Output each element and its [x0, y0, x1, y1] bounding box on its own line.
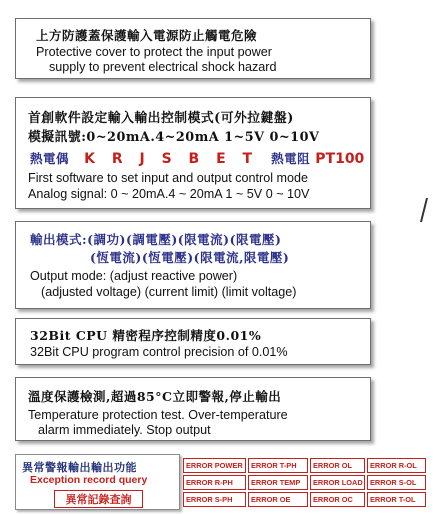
error-code: ERROR POWER	[183, 458, 246, 473]
protective-cover-panel	[15, 18, 371, 79]
output-mode-panel	[15, 221, 371, 309]
error-code: ERROR LOAD	[310, 475, 365, 490]
error-code: ERROR T-OL	[367, 492, 426, 507]
exception-section	[15, 454, 429, 512]
error-code: ERROR R-OL	[367, 458, 426, 473]
sensor-types-row	[30, 148, 364, 167]
software-zh-line1: 首創軟件設定輸入輸出控制模式(可外拉鍵盤)	[28, 111, 294, 126]
software-en-line2: Analog signal: 0 ~ 20mA.4 ~ 20mA 1 ~ 5V 0 ~ 10V	[28, 187, 310, 201]
temperature-en-line1: Temperature protection test. Over-temperature	[28, 408, 288, 422]
output-en-line2: (adjusted voltage) (current limit) (limit voltage)	[41, 285, 297, 299]
protective-en-line2: supply to prevent electrical shock hazard	[49, 60, 277, 74]
protective-zh: 上方防護蓋保護輸入電源防止觸電危險	[36, 28, 258, 43]
exception-title-zh: 異常警報輸出輸出功能	[22, 461, 137, 474]
thermocouple-label: 熱電偶	[30, 151, 70, 166]
software-zh-line2: 模擬訊號:0~20mA.4~20mA 1~5V 0~10V	[28, 130, 320, 145]
temperature-panel	[15, 377, 371, 441]
error-code: ERROR R-PH	[183, 475, 246, 490]
exception-title-en: Exception record query	[30, 474, 148, 486]
exception-query-button[interactable]: 異常記錄查詢	[54, 490, 143, 508]
output-zh-line1: 輸出模式:(調功)(調電壓)(限電流)(限電壓)	[30, 232, 282, 247]
error-code: ERROR OE	[248, 492, 308, 507]
cpu-panel	[15, 318, 371, 365]
error-code-grid	[183, 458, 426, 507]
cpu-zh: 32Bit CPU 精密程序控制精度0.01%	[30, 328, 262, 343]
output-en-line1: Output mode: (adjust reactive power)	[30, 269, 238, 283]
software-panel	[15, 97, 371, 209]
temperature-zh: 溫度保護檢測,超過85°C立即警報,停止輸出	[28, 389, 282, 404]
error-code: ERROR T-PH	[248, 458, 308, 473]
thermocouple-types: K R J S B E T	[84, 151, 259, 167]
rtd-type: PT100	[315, 151, 365, 167]
rtd-label: 熱電阻	[271, 151, 311, 166]
exception-box	[15, 454, 180, 510]
error-code: ERROR OL	[310, 458, 365, 473]
error-code: ERROR S-OL	[367, 475, 426, 490]
cpu-en: 32Bit CPU program control precision of 0.01%	[30, 345, 288, 359]
error-code: ERROR S-PH	[183, 492, 246, 507]
error-code: ERROR OC	[310, 492, 365, 507]
edge-mark	[420, 198, 434, 222]
protective-en-line1: Protective cover to protect the input power	[36, 45, 272, 59]
software-en-line1: First software to set input and output control mode	[28, 171, 309, 185]
output-zh-line2: (恆電流)(恆電壓)(限電流,限電壓)	[90, 250, 290, 265]
error-code: ERROR TEMP	[248, 475, 308, 490]
temperature-en-line2: alarm immediately. Stop output	[38, 423, 211, 437]
